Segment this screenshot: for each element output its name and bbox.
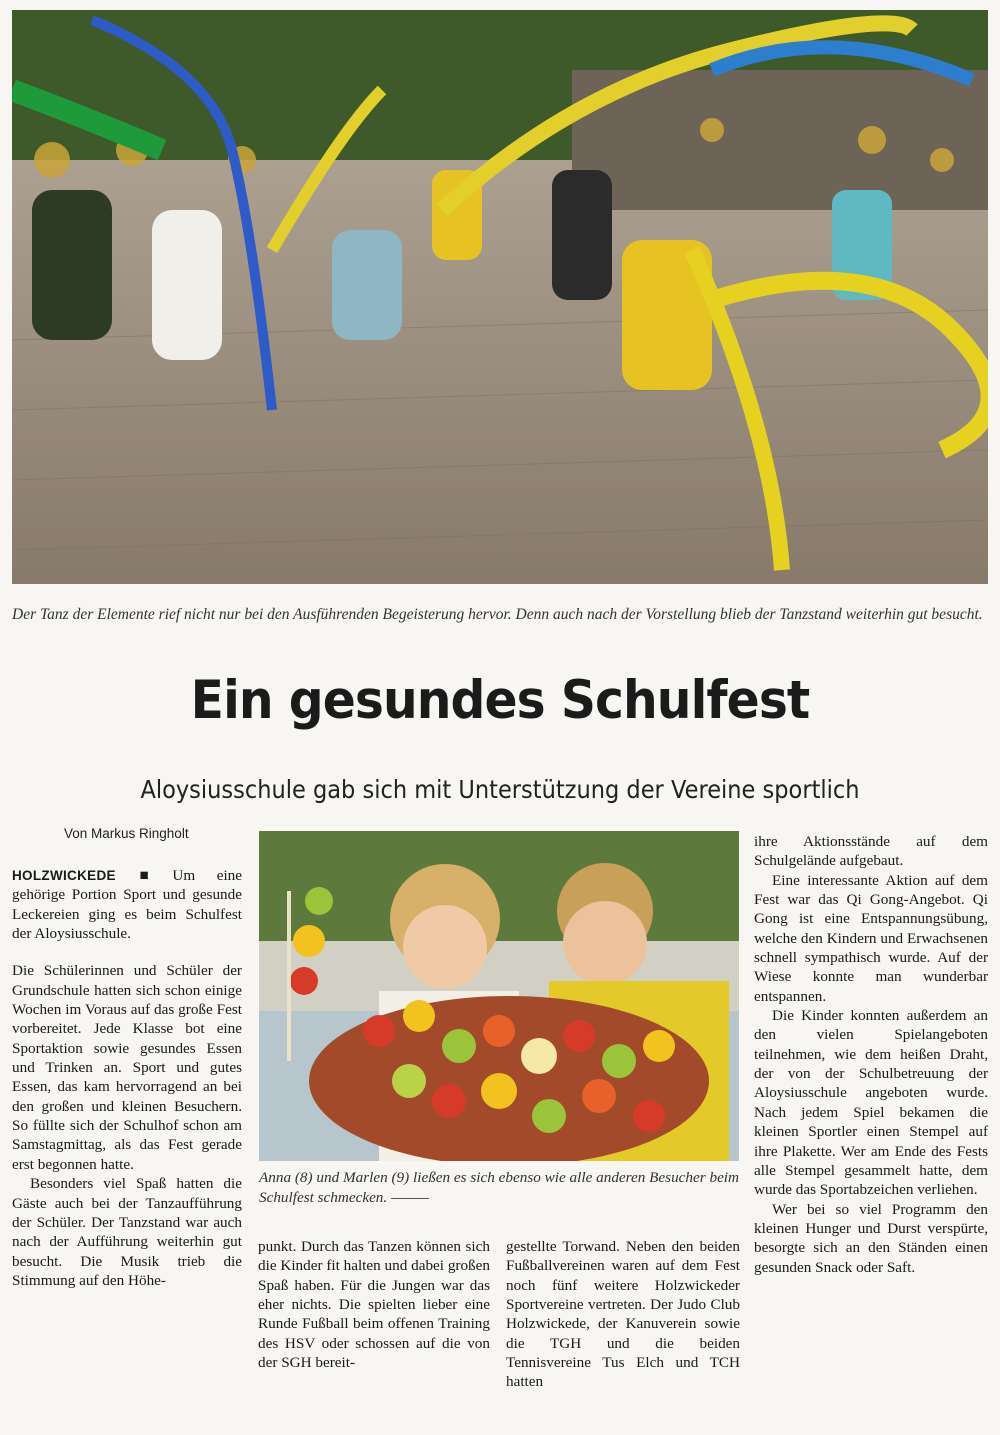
paragraph: Besonders viel Spaß hatten die Gäste auch bei der Tanzaufführung der Schüler. Der Tanzstand war auch nach der Aufführung weiterhin gut besucht. Die Musik trieb die Stimmung auf den Höhe- xyxy=(12,1175,242,1289)
inset-caption-text: Anna (8) und Marlen (9) ließen es sich ebenso wie alle anderen Besucher beim Schulfest schmecken. xyxy=(259,1169,739,1206)
subheadline: Aloysiusschule gab sich mit Unterstützung der Vereine sportlich xyxy=(140,775,860,804)
article-column-3 xyxy=(506,1237,740,1392)
dateline-separator: ■ xyxy=(121,867,167,884)
paragraph: gestellte Torwand. Neben den beiden Fußballvereinen waren auf dem Fest noch fünf weitere Holzwickeder Sportvereine vertreten. Der Judo Club Holzwickede, der Kanuverein sowie die TGH und die beiden Tennisvereine Tus Elch und TCH hatten xyxy=(506,1238,740,1391)
byline: Von Markus Ringholt xyxy=(64,826,189,841)
article-column-4 xyxy=(754,832,988,1277)
fruit-skewer-photo-icon xyxy=(259,831,739,1161)
dance-photo xyxy=(12,10,988,584)
paragraph: Wer bei so viel Programm den kleinen Hunger und Durst verspürte, besorgte sich an den Ständen einen gesunden Snack oder Saft. xyxy=(754,1200,988,1276)
paragraph: punkt. Durch das Tanzen können sich die Kinder fit halten und dabei großen Spaß haben. Für die Jungen war das eher nichts. Die spielten lieber eine Runde Fußball beim offenen Training des HSV oder schossen auf die von der SGH bereit- xyxy=(258,1238,490,1372)
fruit-skewer-photo xyxy=(259,831,739,1161)
dance-photo-icon xyxy=(12,10,988,584)
headline: Ein gesundes Schulfest xyxy=(190,670,810,731)
paragraph: Eine interessante Aktion auf dem Fest war das Qi Gong-Angebot. Qi Gong ist eine Entspannungsübung, welche den Kindern und Erwachsenen schnell sympathisch wurde. Auf der Wiese konnte man wunderbar entspannen. xyxy=(754,871,988,1005)
paragraph: Die Schülerinnen und Schüler der Grundschule hatten sich schon einige Wochen im Voraus auf das große Fest vorbereitet. Jede Klasse bot eine Sportaktion sowie gesundes Essen und Trinken an. Sport und gutes Essen, das kam hervorragend an bei den großen und kleinen Besuchern. So füllte sich der Schulhof schon am Samstagmittag, als das Fest gerade erst begonnen hatte. xyxy=(12,962,242,1173)
top-photo-caption: Der Tanz der Elemente rief nicht nur bei den Ausführenden Begeisterung hervor. Denn auch nach der Vorstellung blieb der Tanzstand weiterhin gut besucht. xyxy=(12,606,983,623)
article-column-1 xyxy=(12,866,242,1290)
lead-paragraph xyxy=(12,866,242,943)
dateline: HOLZWICKEDE xyxy=(12,868,116,883)
lead-text: Um eine gehörige Portion Sport und gesunde Leckereien ging es beim Schulfest der Aloysiusschule. xyxy=(12,867,242,943)
paragraph: Die Kinder konnten außerdem an den vielen Spielangeboten teilnehmen, wie dem heißen Draht, der von der Schulbetreuung der Aloysiusschule angeboten wurde. Nach jedem Spiel bekamen die kleinen Sportler einen Stempel auf ihre Plakette. Wer am Ende des Fests alle Stempel gesammelt hatte, dem wurde das Sportabzeichen verliehen. xyxy=(754,1007,988,1199)
end-rule xyxy=(391,1198,429,1199)
paragraph: ihre Aktionsstände auf dem Schulgelände aufgebaut. xyxy=(754,833,988,870)
article-column-2 xyxy=(258,1237,490,1372)
inset-photo-caption xyxy=(259,1168,739,1208)
